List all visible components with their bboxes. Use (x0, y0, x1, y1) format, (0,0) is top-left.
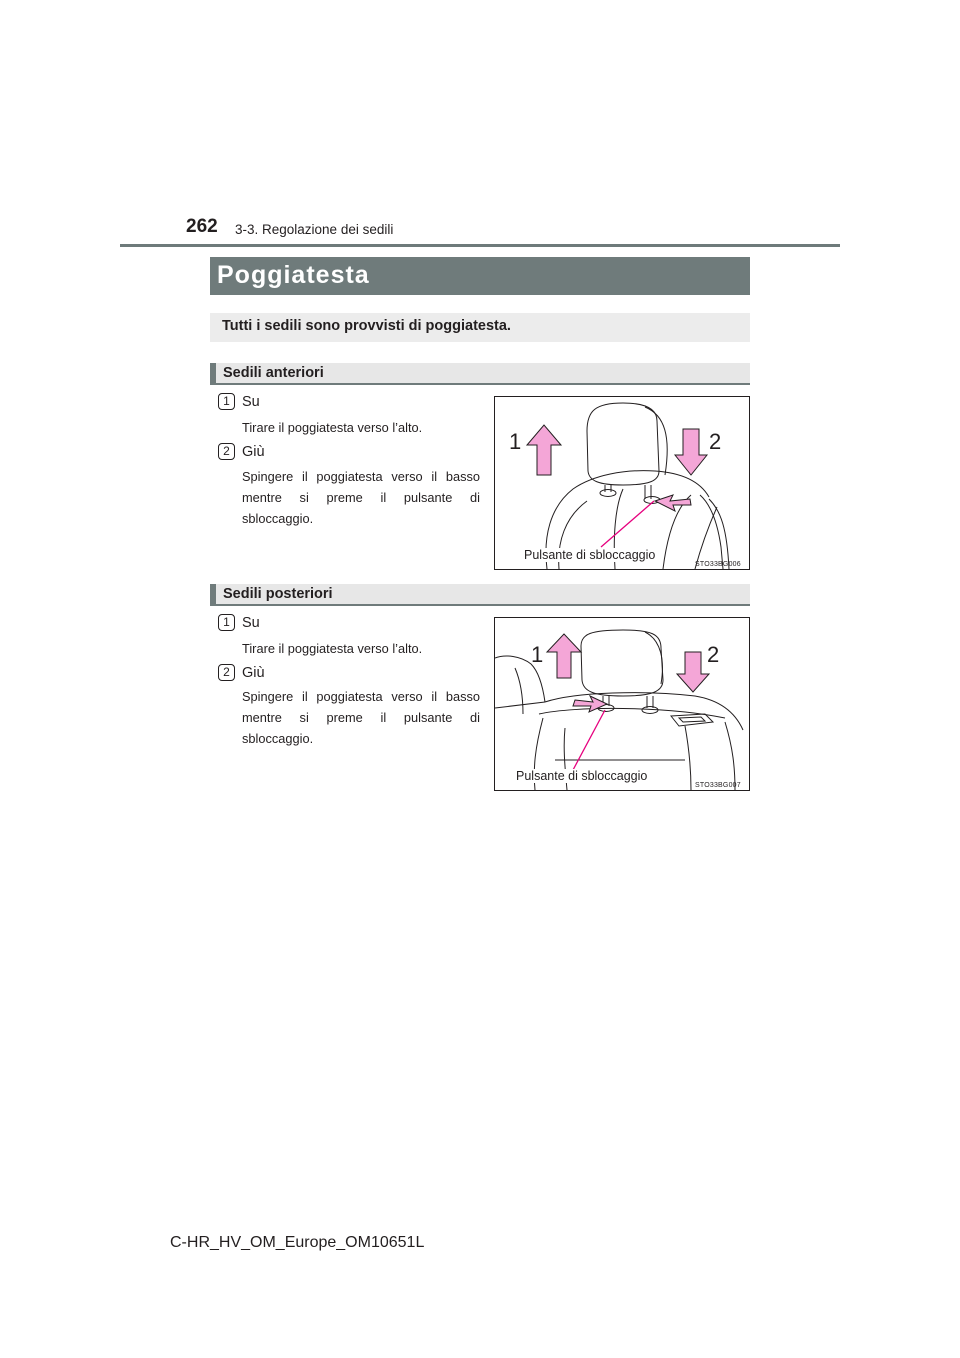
rear-headrest-figure (494, 617, 750, 791)
down-arrow-icon (675, 429, 707, 475)
step-badge: 2 (218, 664, 235, 681)
step-title: Giù (242, 444, 265, 460)
press-arrow-icon (655, 495, 691, 511)
document-code: C-HR_HV_OM_Europe_OM10651L (170, 1234, 425, 1251)
callout-1: 1 (509, 429, 522, 454)
step-title: Su (242, 394, 260, 410)
up-arrow-icon (527, 425, 561, 475)
step-title: Giù (242, 665, 265, 681)
callout-2: 2 (709, 429, 722, 454)
header-rule (120, 244, 840, 247)
intro-box (210, 313, 750, 342)
page-number: 262 (186, 216, 218, 237)
step-badge: 1 (218, 614, 235, 631)
step-description: Spingere il poggiatesta verso il basso mentre si preme il pulsante di sbloccaggio. (242, 689, 480, 746)
release-button-label: Pulsante di sbloccaggio (516, 769, 648, 783)
up-arrow-icon (547, 634, 581, 678)
callout-2: 2 (707, 642, 720, 667)
step-title: Su (242, 615, 260, 631)
down-arrow-icon (677, 652, 709, 692)
step-description: Tirare il poggiatesta verso l’alto. (242, 641, 423, 656)
section-reference: 3-3. Regolazione dei sedili (235, 222, 394, 237)
rear-headrest-illustration (495, 618, 750, 791)
step-description: Tirare il poggiatesta verso l’alto. (242, 420, 423, 435)
front-headrest-figure (494, 396, 750, 570)
section-heading-front-seats (210, 363, 750, 385)
leader-line (573, 710, 605, 770)
page-title-bar (210, 257, 750, 295)
page-title: Poggiatesta (217, 261, 370, 289)
step-description: Spingere il poggiatesta verso il basso mentre si preme il pulsante di sbloccaggio. (242, 469, 480, 526)
intro-text: Tutti i sedili sono provvisti di poggiatesta. (222, 318, 511, 334)
step-badge: 2 (218, 443, 235, 460)
section-heading-rear-seats (210, 584, 750, 606)
figure-code: STO33BG007 (695, 782, 741, 789)
section-heading-label: Sedili anteriori (223, 365, 324, 381)
figure-code: STO33BG006 (695, 561, 741, 568)
step-badge: 1 (218, 393, 235, 410)
section-heading-label: Sedili posteriori (223, 586, 333, 602)
release-button-label: Pulsante di sbloccaggio (524, 548, 656, 562)
leader-line (601, 501, 654, 547)
callout-1: 1 (531, 642, 544, 667)
front-headrest-illustration (495, 397, 750, 570)
